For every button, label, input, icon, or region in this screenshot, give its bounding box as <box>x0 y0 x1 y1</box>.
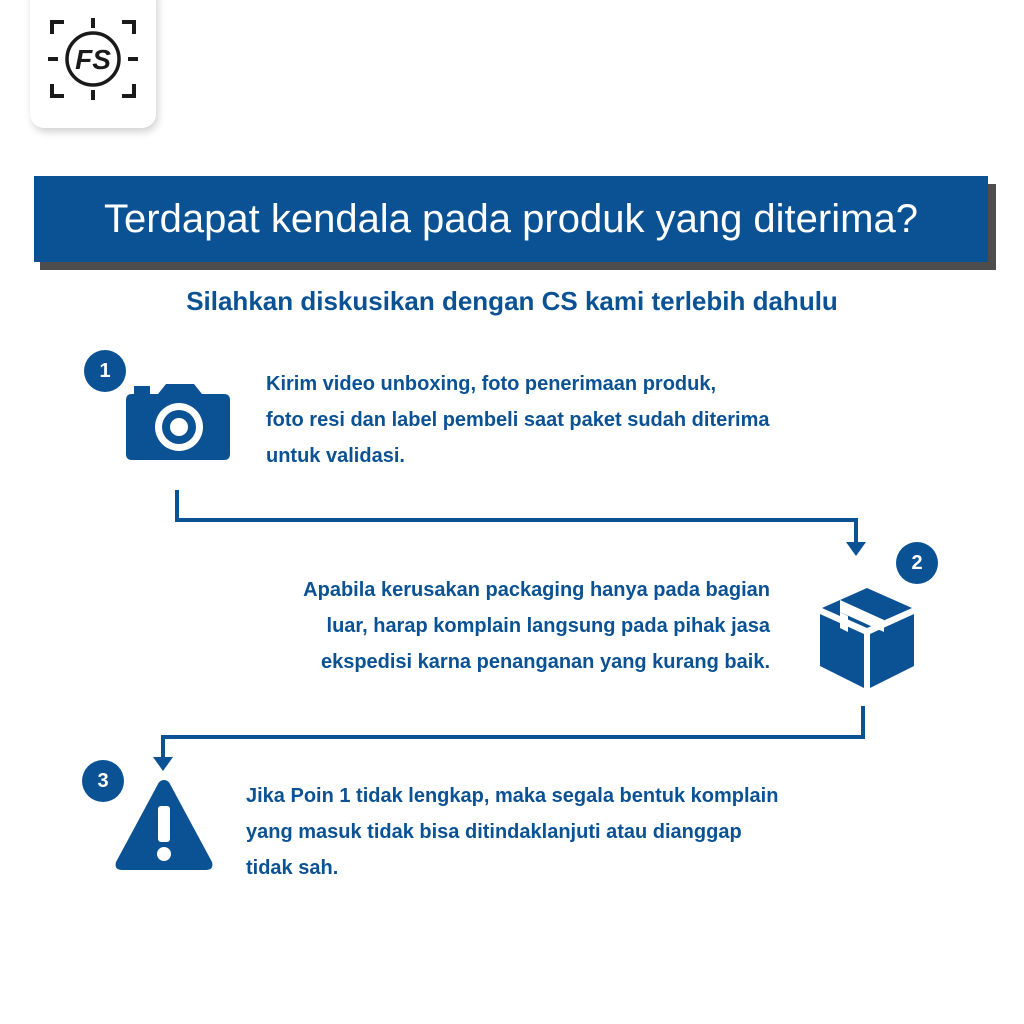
step-3-text <box>246 778 778 886</box>
step-2-line-3: ekspedisi karna penanganan yang kurang baik. <box>320 651 770 673</box>
arrowhead-3 <box>153 757 173 771</box>
step-2-line-1: Apabila kerusakan packaging hanya pada bagian <box>303 579 770 601</box>
step-3-line-3: tidak sah. <box>246 857 339 879</box>
step-2-line-2: luar, harap komplain langsung pada pihak jasa <box>326 615 770 637</box>
step-1-line-3: untuk validasi. <box>266 445 405 467</box>
step-3-line-1: Jika Poin 1 tidak lengkap, maka segala bentuk komplain <box>246 785 779 807</box>
step-2-text <box>186 572 770 680</box>
package-box-icon <box>818 586 916 690</box>
connector-2-3 <box>163 706 863 760</box>
step-1-text <box>266 366 769 474</box>
step-badge-2: 2 <box>896 542 938 584</box>
step-badge-1: 1 <box>84 350 126 392</box>
connector-1-2 <box>177 490 856 546</box>
page-title: Terdapat kendala pada produk yang diterima? <box>104 196 918 241</box>
subtitle: Silahkan diskusikan dengan CS kami terlebih dahulu <box>186 286 838 316</box>
warning-icon <box>112 776 216 872</box>
step-1-line-1: Kirim video unboxing, foto penerimaan produk, <box>266 373 717 395</box>
step-3-line-2: yang masuk tidak bisa ditindaklanjuti atau dianggap <box>246 821 742 843</box>
arrowhead-2 <box>846 542 866 556</box>
logo-text: FS <box>75 44 111 75</box>
step-badge-3: 3 <box>82 760 124 802</box>
step-1-line-2: foto resi dan label pembeli saat paket sudah diterima <box>266 409 770 431</box>
camera-icon <box>124 382 232 460</box>
